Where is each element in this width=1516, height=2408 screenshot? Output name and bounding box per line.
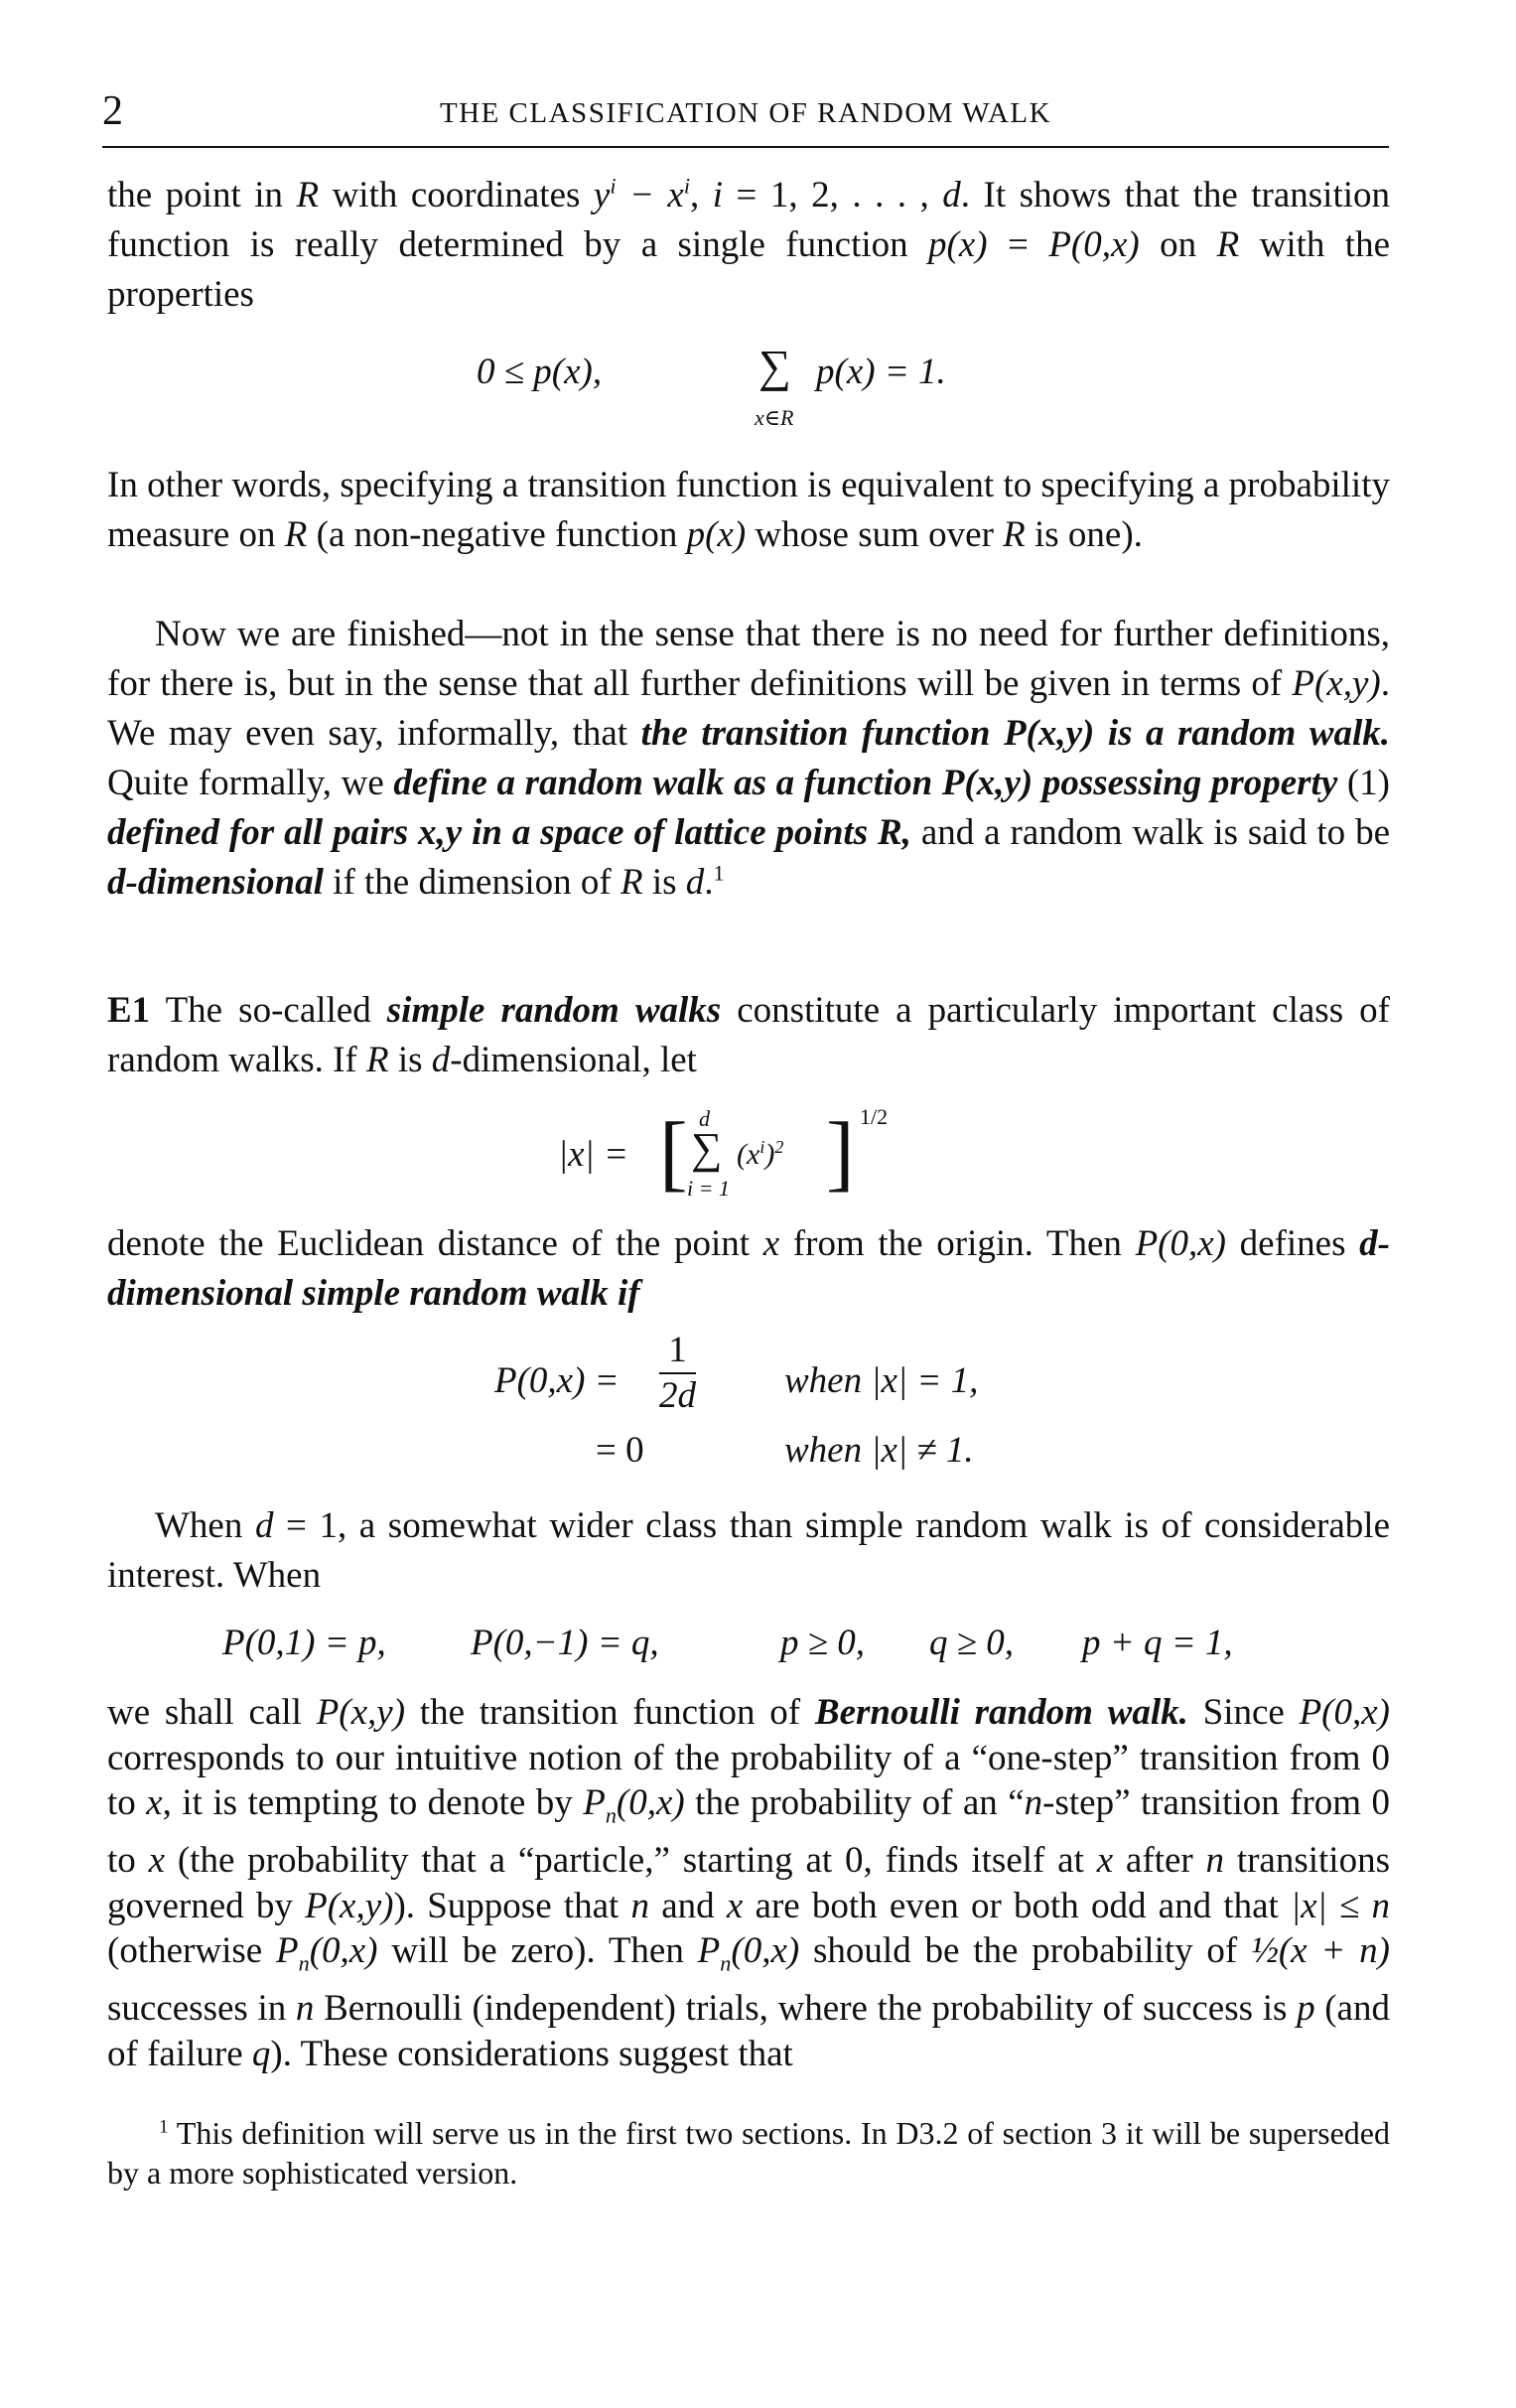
sum-symbol: ∑ bbox=[758, 341, 791, 391]
paragraph-5: When d = 1, a somewhat wider class than simple random walk is of considerable interest. When bbox=[107, 1505, 1390, 1596]
running-header bbox=[102, 87, 1389, 135]
paragraph-4: denote the Euclidean distance of the point x from the origin. Then P(0,x) defines d-dimensional simple random walk if bbox=[107, 1223, 1390, 1314]
p-nonneg: p ≥ 0, bbox=[780, 1623, 866, 1663]
p-plus-q: p + q = 1, bbox=[1082, 1623, 1233, 1663]
right-bracket: ] bbox=[826, 1104, 855, 1200]
sum-rhs: p(x) = 1. bbox=[816, 352, 946, 392]
power-half: 1/2 bbox=[860, 1104, 889, 1129]
running-title: THE CLASSIFICATION OF RANDOM WALK bbox=[439, 97, 1052, 129]
paragraph-1: the point in R with coordinates $y^i - x^i$, i = 1, 2, . . . , d. It shows that the transition function is really determined by a single function p(x) = P(0,x) on R with the properties bbox=[107, 173, 1391, 315]
example-label: E1 bbox=[107, 990, 151, 1031]
page-number: 2 bbox=[102, 88, 123, 134]
simple-walk-lhs: P(0,x) = bbox=[494, 1360, 620, 1401]
paragraph-6: we shall call P(x,y) the transition function of Bernoulli random walk. Since P(0,x) corresponds to our intuitive notion of the probability of a “one-step” transition from 0 to x, it is tempting to denote by $P_n(0,x)$ the probability of an “n-step” transition from 0 to x (the probability that a “particle,” starting at 0, finds itself at x after n transitions governed by P(x,y)). Suppose that n and x are both even or both odd and that |x| ≤ n (otherwise $P_n(0,x)$ will be zero). Then $P_n(0,x)$ should be the probability of ½(x + n) successes in n Bernoulli (independent) trials, where the probability of success is p (and of failure q). These considerations suggest that bbox=[107, 1692, 1391, 2074]
footnote-mark: 1 bbox=[159, 2116, 169, 2138]
example-e1: E1 The so-called simple random walks constitute a particularly important class of random walks. If R is d-dimensional, let bbox=[107, 990, 1390, 1080]
sum-subscript: x∈R bbox=[755, 405, 794, 430]
norm-lhs: |x| = bbox=[558, 1134, 628, 1175]
header-rule bbox=[102, 146, 1389, 148]
sum-upper-limit: d bbox=[699, 1106, 710, 1131]
bernoulli-p: P(0,1) = p, bbox=[222, 1623, 386, 1663]
condition-1: when |x| = 1, bbox=[784, 1360, 979, 1401]
q-nonneg: q ≥ 0, bbox=[929, 1623, 1015, 1663]
footnote-reference: 1 bbox=[713, 860, 725, 886]
sum-symbol-2: ∑ bbox=[691, 1124, 723, 1173]
paragraph-2: In other words, specifying a transition function is equivalent to specifying a probability measure on R (a non-negative function p(x) whose sum over R is one). bbox=[107, 465, 1390, 555]
equals-zero: = 0 bbox=[596, 1430, 644, 1471]
bernoulli-q: P(0,−1) = q, bbox=[471, 1623, 659, 1663]
equation-properties: 0 ≤ p(x), bbox=[477, 352, 603, 392]
condition-2: when |x| ≠ 1. bbox=[784, 1430, 974, 1471]
left-bracket: [ bbox=[659, 1104, 688, 1200]
sum-term: $(x^i)^2$ bbox=[737, 1137, 784, 1171]
sum-lower-limit: i = 1 bbox=[687, 1176, 730, 1201]
paragraph-3: Now we are finished—not in the sense that there is no need for further definitions, for there is, but in the sense that all further definitions will be given in terms of P(x,y). We may even say, informally, that the transition function P(x,y) is a random walk. Quite formally, we define a random walk as a function P(x,y) possessing property (1) defined for all pairs x,y in a space of lattice points R, and a random walk is said to be d-dimensional if the dimension of R is d.$^1$ bbox=[107, 614, 1390, 903]
fraction-one-over-2d: $\frac{1}{2d}$ bbox=[659, 1330, 696, 1416]
footnote: $^1$ This definition will serve us in the first two sections. In D3.2 of section 3 it will be superseded by a more sophisticated version. bbox=[107, 2115, 1390, 2191]
